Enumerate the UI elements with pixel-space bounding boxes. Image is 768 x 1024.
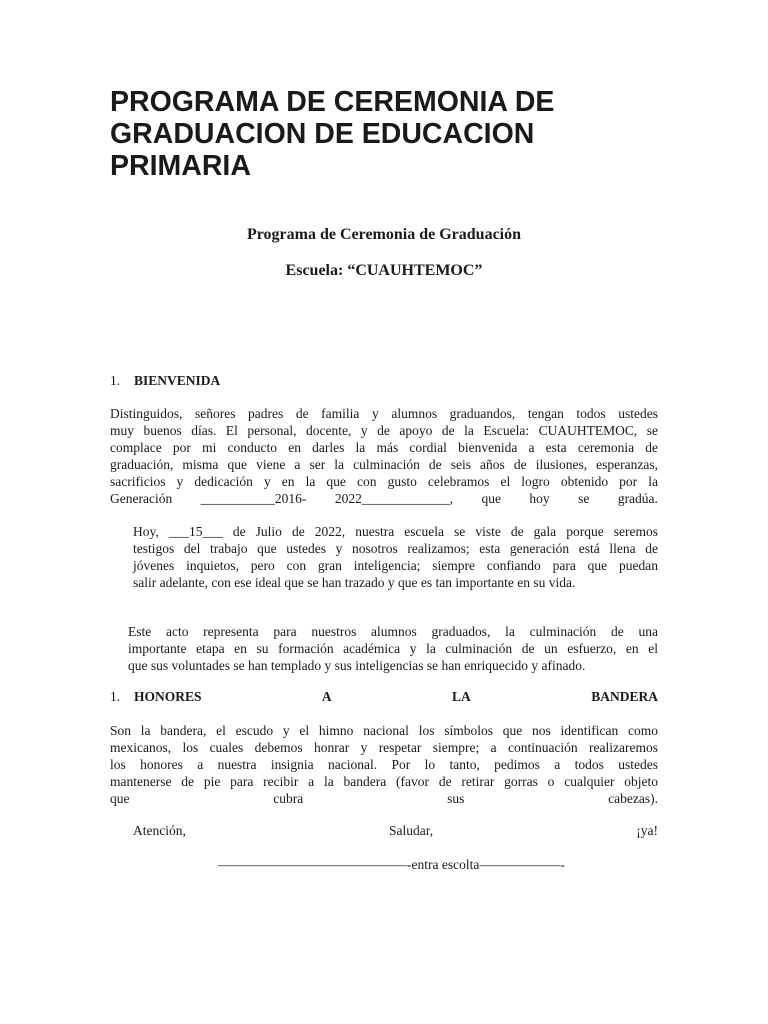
command-ya: ¡ya!	[636, 823, 658, 838]
main-title	[110, 86, 670, 182]
paragraph-line: testigos del trabajo que ustedes y nosotros realizamos; esta generación está llena de	[133, 541, 658, 556]
honores-paragraph	[110, 722, 658, 807]
section-title-word: HONORES	[134, 689, 202, 704]
section-number: 1.	[110, 373, 121, 388]
paragraph-line: los honores a nuestra insignia nacional. Por lo tanto, pedimos a todos ustedes	[110, 757, 658, 772]
section-title	[134, 689, 658, 705]
paragraph-line: graduación, misma que viene a ser la culminación de seis años de ilusiones, esperanzas,	[110, 457, 658, 472]
paragraph-line: complace por mi conducto en darles la más cordial bienvenida a esta ceremonia de	[110, 440, 658, 455]
section-title-word: BANDERA	[591, 689, 658, 704]
act-paragraph	[128, 623, 658, 674]
generation-word: 2022_____________,	[334, 491, 453, 506]
paragraph-word: cabezas).	[608, 791, 658, 806]
section-title: BIENVENIDA	[134, 373, 221, 388]
generation-word: se	[578, 491, 590, 506]
paragraph-line: salir adelante, con ese ideal que se han trazado y que es tan importante en su vida.	[133, 575, 576, 590]
paragraph-word: cubra	[273, 791, 304, 806]
generation-word: Generación	[110, 491, 173, 506]
date-paragraph	[133, 523, 658, 591]
paragraph-line: sacrificios y dedicación y en la que con gusto celebramos el logro obtenido por la	[110, 474, 658, 489]
paragraph-word: sus	[447, 791, 465, 806]
paragraph-line: Este acto representa para nuestros alumnos graduados, la culminación de una	[128, 624, 658, 639]
generation-word: gradúa.	[617, 491, 658, 506]
paragraph-line: importante etapa en su formación académica y la culminación de un esfuerzo, en el	[128, 641, 658, 656]
command-atencion: Atención,	[133, 823, 186, 838]
section-number: 1.	[110, 689, 121, 704]
commands-line	[133, 823, 658, 839]
paragraph-last-line	[110, 790, 658, 807]
main-title-line: PRIMARIA	[110, 150, 251, 182]
paragraph-line: Son la bandera, el escudo y el himno nacional los símbolos que nos identifican como	[110, 723, 658, 738]
section-heading-honores	[110, 689, 658, 705]
paragraph-line: mexicanos, los cuales debemos honrar y respetar siempre; a continuación realizaremos	[110, 740, 658, 755]
school-name: Escuela: “CUAUHTEMOC”	[285, 262, 483, 279]
welcome-paragraph	[110, 405, 658, 507]
paragraph-line: Hoy, ___15___ de Julio de 2022, nuestra escuela se viste de gala porque seremos	[133, 524, 658, 539]
command-saludar: Saludar,	[389, 823, 434, 838]
escolta-line: ——————————————-entra escolta——————-	[218, 857, 565, 872]
main-title-line: GRADUACION DE EDUCACION	[110, 118, 535, 150]
paragraph-word: que	[110, 791, 130, 806]
subtitle: Programa de Ceremonia de Graduación	[246, 226, 522, 243]
generation-line	[110, 490, 658, 507]
generation-word: ___________2016-	[200, 491, 307, 506]
section-heading-bienvenida	[110, 373, 658, 389]
paragraph-line: que sus voluntades se han templado y sus inteligencias se han enriquecido y afinado.	[128, 658, 586, 673]
section-title-word: LA	[452, 689, 471, 704]
main-title-line: PROGRAMA DE CEREMONIA DE	[110, 86, 555, 118]
paragraph-line: Distinguidos, señores padres de familia y alumnos graduandos, tengan todos ustedes	[110, 406, 658, 421]
generation-word: hoy	[529, 491, 550, 506]
paragraph-line: muy buenos días. El personal, docente, y de apoyo de la Escuela: CUAUHTEMOC, se	[110, 423, 658, 438]
paragraph-line: mantenerse de pie para recibir a la bandera (favor de retirar gorras o cualquier objeto	[110, 774, 658, 789]
generation-word: que	[481, 491, 501, 506]
section-title-word: A	[321, 689, 332, 704]
paragraph-line: jóvenes inquietos, pero con gran inteligencia; siempre confiando para que puedan	[133, 558, 658, 573]
